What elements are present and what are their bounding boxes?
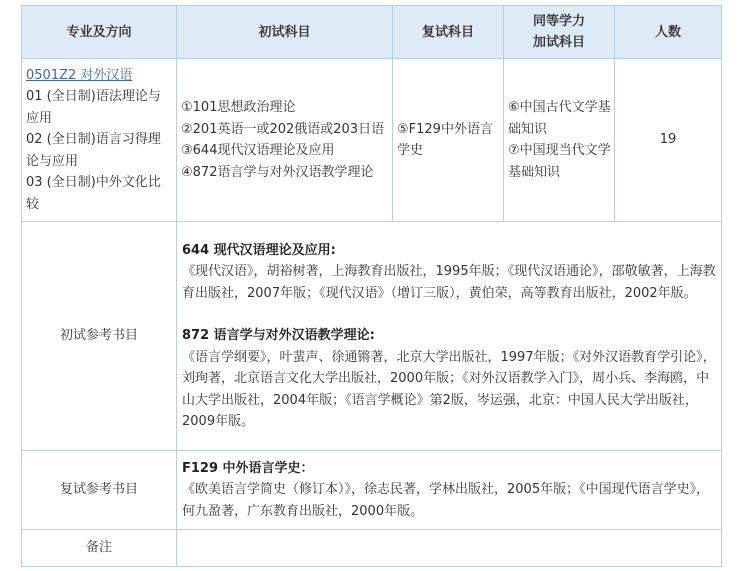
retest-refs-label: 复试参考书目 (22, 451, 177, 530)
admissions-table (21, 5, 722, 567)
ref-title-644: 644 现代汉语理论及应用: (182, 242, 336, 258)
direction-01: 01 (全日制)语法理论与应用 (26, 89, 161, 126)
header-initial-subjects: 初试科目 (177, 6, 393, 59)
initial-refs-content (177, 222, 722, 451)
major-link[interactable]: 0501Z2 对外汉语 (26, 67, 133, 83)
notes-label: 备注 (22, 530, 177, 567)
header-equivalent-line1: 同等学力 (532, 14, 585, 29)
ref-block-644 (182, 240, 716, 305)
ref-title-f129: F129 中外语言学史： (182, 460, 314, 476)
retest-refs-content (177, 451, 722, 530)
retest-subject: ⑤F129中外语言学史 (397, 121, 493, 158)
ref-block-872 (182, 325, 716, 433)
header-row (22, 6, 722, 59)
header-retest-subjects: 复试科目 (393, 6, 504, 59)
equivalent-subject-7: ⑦中国现当代文学基础知识 (508, 143, 611, 180)
major-cell (22, 59, 177, 222)
initial-subject-3: ③644现代汉语理论及应用 (181, 143, 335, 158)
header-count: 人数 (615, 6, 722, 59)
initial-subjects-cell (177, 59, 393, 222)
retest-refs-row (22, 451, 722, 530)
initial-refs-label: 初试参考书目 (22, 222, 177, 451)
header-major: 专业及方向 (22, 6, 177, 59)
equivalent-subjects-cell (504, 59, 615, 222)
direction-03: 03 (全日制)中外文化比较 (26, 175, 161, 212)
direction-02: 02 (全日制)语言习得理论与应用 (26, 132, 161, 169)
initial-subject-1: ①101思想政治理论 (181, 100, 296, 115)
initial-refs-row (22, 222, 722, 451)
ref-text-644: 《现代汉语》，胡裕树著，上海教育出版社，1995年版；《现代汉语通论》，邵敬敏著，上海教育出版社，2007年版；《现代汉语》（增订三版），黄伯荣，高等教育出版社，2002年版。 (182, 264, 716, 301)
notes-row (22, 530, 722, 567)
initial-subject-2: ②201英语一或202俄语或203日语 (181, 121, 385, 137)
initial-subject-4: ④872语言学与对外汉语教学理论 (181, 164, 374, 180)
header-equivalent-subjects (504, 6, 615, 59)
count-cell: 19 (615, 59, 722, 222)
program-row (22, 59, 722, 222)
header-equivalent-line2: 加试科目 (532, 35, 585, 50)
notes-value (177, 530, 722, 567)
ref-text-f129: 《欧美语言学简史（修订本）》，徐志民著，学林出版社，2005年版；《中国现代语言学史》，何九盈著，广东教育出版社，2000年版。 (182, 482, 710, 519)
retest-subject-cell (393, 59, 504, 222)
equivalent-subject-6: ⑥中国古代文学基础知识 (508, 100, 611, 137)
ref-title-872: 872 语言学与对外汉语教学理论: (182, 328, 375, 343)
ref-text-872: 《语言学纲要》，叶蜚声、徐通锵著，北京大学出版社，1997年版；《对外汉语教育学引论》，刘珣著，北京语言文化大学出版社，2000年版；《对外汉语教学入门》，周小兵、李海鸥，中山大学出版社，2004年版；《语言学概论》第2版，岑运强，北京：中国人民大学出版社，2009年版。 (182, 349, 716, 429)
